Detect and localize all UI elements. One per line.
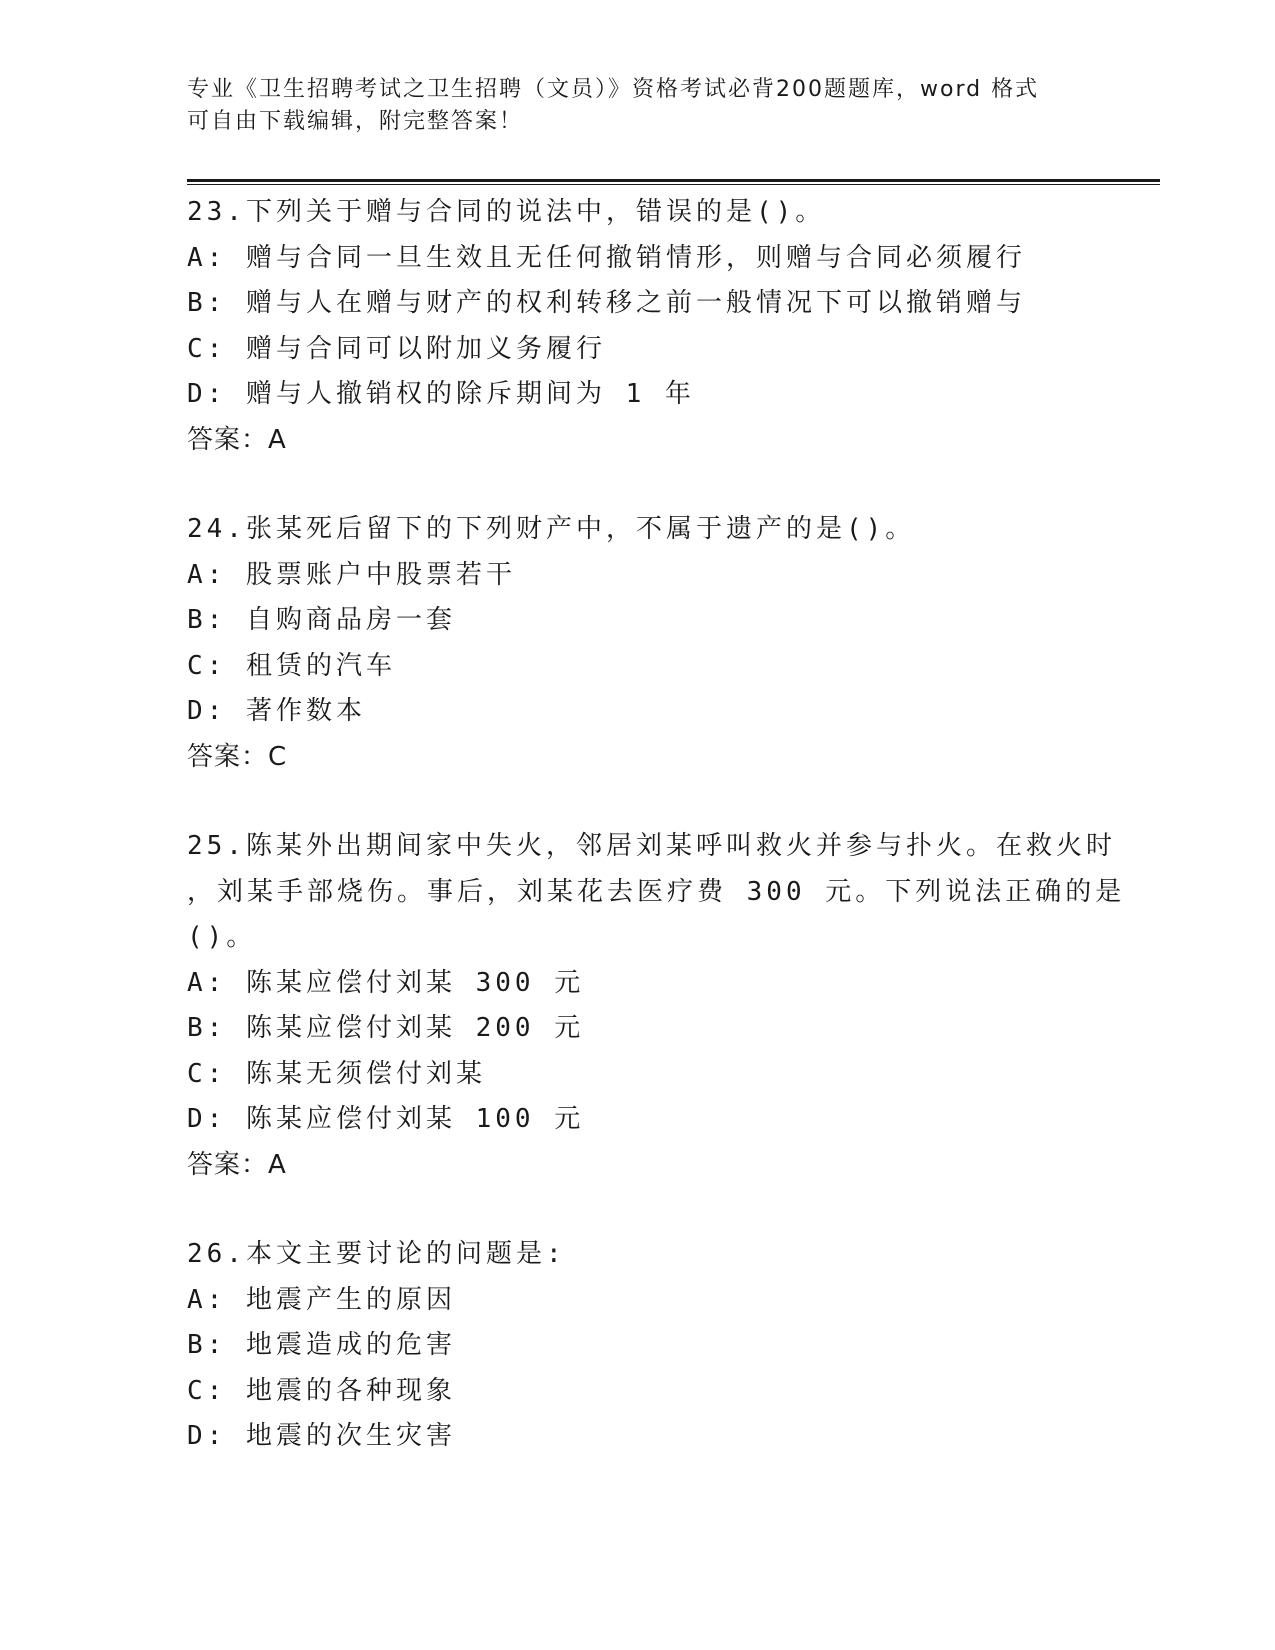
document-header (187, 74, 1087, 138)
header-divider-thin (187, 184, 1160, 185)
header-divider-thick (187, 179, 1160, 182)
question-26 (187, 1232, 1087, 1460)
answer: 答案：A (187, 424, 287, 455)
option-c: C: 租赁的汽车 (187, 650, 396, 681)
question-23 (187, 190, 1087, 463)
question-stem: 26.本文主要讨论的问题是: (187, 1239, 566, 1269)
option-b: B: 赠与人在赠与财产的权利转移之前一般情况下可以撤销赠与 (187, 288, 1026, 318)
answer: 答案：A (187, 1149, 287, 1180)
header-line-2: 可自由下载编辑，附完整答案！ (187, 109, 524, 134)
option-b: B: 地震造成的危害 (187, 1330, 456, 1360)
option-c: C: 陈某无须偿付刘某 (187, 1058, 486, 1089)
question-24 (187, 507, 1087, 780)
question-stem: 24.张某死后留下的下列财产中，不属于遗产的是()。 (187, 514, 916, 544)
option-c: C: 赠与合同可以附加义务履行 (187, 333, 606, 364)
question-25 (187, 824, 1126, 1188)
option-a: A: 陈某应偿付刘某 300 元 (187, 967, 585, 998)
header-line-1: 专业《卫生招聘考试之卫生招聘（文员）》资格考试必背200题题库，word 格式 (187, 77, 1040, 102)
option-a: A: 地震产生的原因 (187, 1284, 456, 1315)
question-stem-line-1: 25.陈某外出期间家中失火，邻居刘某呼叫救火并参与扑火。在救火时 (187, 831, 1116, 861)
question-stem-line-3: ()。 (187, 922, 257, 952)
option-d: D: 陈某应偿付刘某 100 元 (187, 1104, 585, 1134)
answer: 答案：C (187, 741, 288, 772)
option-d: D: 赠与人撤销权的除斥期间为 1 年 (187, 379, 695, 409)
option-c: C: 地震的各种现象 (187, 1375, 456, 1406)
option-a: A: 赠与合同一旦生效且无任何撤销情形，则赠与合同必须履行 (187, 242, 1026, 273)
question-stem: 23.下列关于赠与合同的说法中，错误的是()。 (187, 197, 826, 227)
question-list (187, 190, 1126, 1504)
option-a: A: 股票账户中股票若干 (187, 559, 516, 590)
option-b: B: 陈某应偿付刘某 200 元 (187, 1013, 585, 1043)
option-d: D: 著作数本 (187, 696, 366, 726)
question-stem-line-2: ，刘某手部烧伤。事后，刘某花去医疗费 300 元。下列说法正确的是 (187, 876, 1126, 907)
option-d: D: 地震的次生灾害 (187, 1421, 456, 1451)
option-b: B: 自购商品房一套 (187, 605, 456, 635)
